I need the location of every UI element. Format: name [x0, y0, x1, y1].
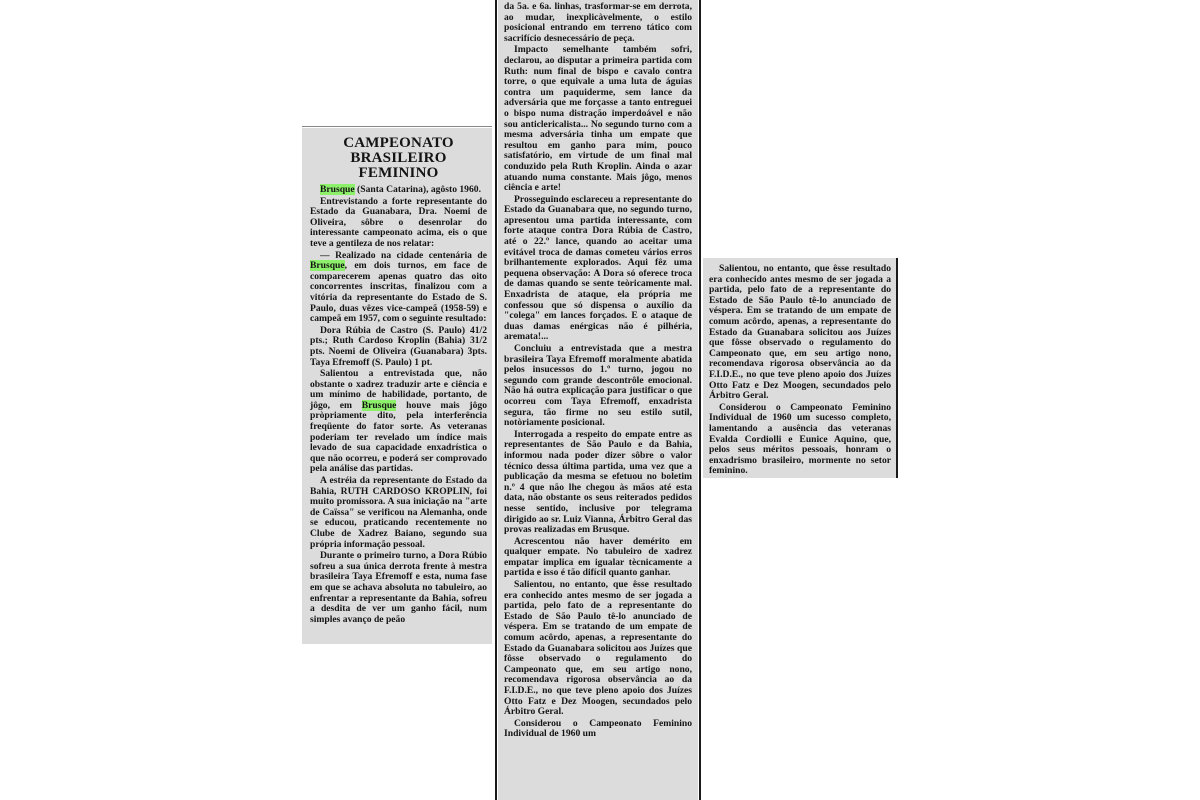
- article-paragraph: Considerou o Campeonato Feminino Individual de 1960 um sucesso completo, lamentando a ausência das veteranas Evalda Cordiolli e Eunice Aquino, que, pelos seus méritos pessoais, honram o enxadrismo brasileiro, mormente no setor feminino.: [709, 401, 891, 477]
- article-paragraph: Salientou, no entanto, que êsse resultado era conhecido antes mesmo de ser jogada a partida, pelo fato de a representante do Estado de São Paulo tê-lo anunciado de véspera. Em se tratando de um empate de comum acôrdo, apenas, a representante do Estado da Guanabara solicitou aos Juízes que fôsse observado o regulamento do Campeonato que, em seu artigo nono, recomendava rigorosa observância ao da F.I.D.E., no que teve pleno apoio dos Juízes Otto Fatz e Dez Moogen, secundados pelo Árbitro Geral.: [504, 579, 692, 718]
- column-rule: [896, 258, 898, 478]
- search-highlight: Brusque: [320, 184, 355, 195]
- article-paragraph: — Realizado na cidade centenária de Brusque, em dois turnos, em face de comparecerem apenas quatro das oito concorrentes inscritas, finalizou com a vitória da representante do Estado de S. Paulo, duas vêzes vice-campeã (1958-59) e campeã em 1957, com o seguinte resultado:: [310, 249, 487, 325]
- search-highlight: Brusque: [310, 260, 345, 272]
- article-column-middle: [498, 0, 698, 800]
- headline-line-2: BRASILEIRO FEMININO: [350, 150, 447, 181]
- column-rule: [699, 0, 701, 800]
- article-paragraph: Impacto semelhante também sofri, declarou, ao disputar a primeira partida com Ruth: num final de bispo e cavalo contra torre, o que equivale a uma luta de águias contra um paquiderme, sem lance da adversária que me forçasse a tanto entreguei o bispo numa distração imperdoável e não sou anticlericalista... No segundo turno com a mesma adversária tinha um empate que resultou em ganho para mim, pouco satisfatório, em virtude de um final mal conduzido pela Ruth Kroplin. Ainda o azar atuando numa constante. Mais jôgo, menos ciência e arte!: [504, 44, 692, 194]
- article-column-right: [703, 258, 897, 478]
- article-paragraph: A estréia da representante do Estado da Bahia, RUTH CARDOSO KROPLIN, foi muito promissora. A sua iniciação na "arte de Caïssa" se verificou na Alemanha, onde se educou, praticando recentemente no Clube de Xadrez Baiano, segundo sua própria informação pessoal.: [310, 475, 487, 550]
- column-rule: [495, 0, 497, 800]
- article-paragraph: da 5a. e 6a. linhas, trasformar-se em derrota, ao mudar, inexplicàvelmente, o estilo posicional entrando em terreno tático com sacrifício desnecessário de peça.: [504, 1, 692, 44]
- headline-line-1: CAMPEONATO: [343, 135, 454, 151]
- article-paragraph: Acrescentou não haver demérito em qualquer empate. No tabuleiro de xadrez empatar implica em igualar tècnicamente a partida e isso é tão difícil quanto ganhar.: [504, 535, 692, 579]
- dateline-paragraph: Brusque (Santa Catarina), agôsto 1960.: [320, 184, 481, 195]
- column-rule: [302, 126, 492, 127]
- article-paragraph: Salientou, no entanto, que êsse resultado era conhecido antes mesmo de ser jogada a partida, pelo fato de a representante do Estado de São Paulo tê-lo anunciado de véspera. Em se tratando de um empate de comum acôrdo, apenas, a representante do Estado da Guanabara solicitou aos Juízes que fôsse observado o regulamento do Campeonato que, em seu artigo nono, recomendava rigorosa observância ao da F.I.D.E., no que teve pleno apoio dos Juízes Otto Fatz e Dez Moogen, secundados pelo Árbitro Geral.: [709, 263, 891, 402]
- article-paragraph: Interrogada a respeito do empate entre as representantes de São Paulo e da Bahia, informou nada poder dizer sôbre o valor técnico dessa última partida, uma vez que a publicação da mesma se efetuou no boletim n.º 4 que não lhe chegou às mãos até esta data, não obstante os seus reiterados pedidos nesse sentido, inclusive por telegrama dirigido ao sr. Luiz Vianna, Árbitro Geral das provas realizadas em Brusque.: [504, 428, 692, 536]
- article-column-left: [302, 128, 492, 644]
- article-paragraph: Durante o primeiro turno, a Dora Rúbio sofreu a sua única derrota frente à mestra brasileira Taya Efremoff e esta, numa fase em que se achava absoluta no tabuleiro, ao enfrentar a representante da Bahia, sofreu a desdita de ver um ganho fácil, num simples avanço de peão: [310, 550, 487, 625]
- article-paragraph: Prosseguindo esclareceu a representante do Estado da Guanabara que, no segundo turno, apresentou uma partida interessante, com forte ataque contra Dora Rúbia de Castro, até o 22.º lance, quando ao aceitar uma evitável troca de damas cometeu vários erros brilhantemente explorados. Aqui fêz uma pequena observação: A Dora só oferece troca de damas quando se sente teòricamente mal. Enxadrista de ataque, ela própria me confessou que só dispensa o auxílio da "colega" em lances forçados. E o ataque de duas damas enérgicas não é pilhéria, aremata!...: [504, 193, 692, 343]
- article-paragraph: Salientou a entrevistada que, não obstante o xadrez traduzir arte e ciência e um mínimo de habilidade, portanto, de jôgo, em Brusque houve mais jôgo pròpriamente dito, pela interferência freqüente do fator sorte. As veteranas poderiam ter revelado um índice mais levado de sua capacidade enxadrística o que não ocorreu, e poderá ser comprovado pela análise das partidas.: [310, 368, 488, 475]
- article-paragraph: Considerou o Campeonato Feminino Individual de 1960 um: [504, 717, 692, 740]
- results-paragraph: Dora Rúbia de Castro (S. Paulo) 41/2 pts.; Ruth Cardoso Kroplin (Bahia) 31/2 pts. Noemi de Oliveira (Guanabara) 3pts. Taya Efremoff (S. Paulo) 1 pt.: [310, 324, 487, 368]
- article-paragraph: Entrevistando a forte representante do Estado da Guanabara, Dra. Noemi de Oliveira, sôbre o desenrolar do interessante campeonato acima, eis o que teve a gentileza de nos relatar:: [310, 195, 487, 249]
- search-highlight: Brusque: [361, 399, 397, 411]
- article-paragraph: Concluiu a entrevistada que a mestra brasileira Taya Efremoff moralmente abatida pelos insucessos do 1.º turno, jogou no segundo com grande descontrôle emocional. Não há outra explicação para justificar o que ocorreu com Taya Efremoff, enxadrista segura, tão firme no seu estilo sutil, notòriamente posicional.: [504, 343, 692, 429]
- article-headline: [310, 136, 487, 181]
